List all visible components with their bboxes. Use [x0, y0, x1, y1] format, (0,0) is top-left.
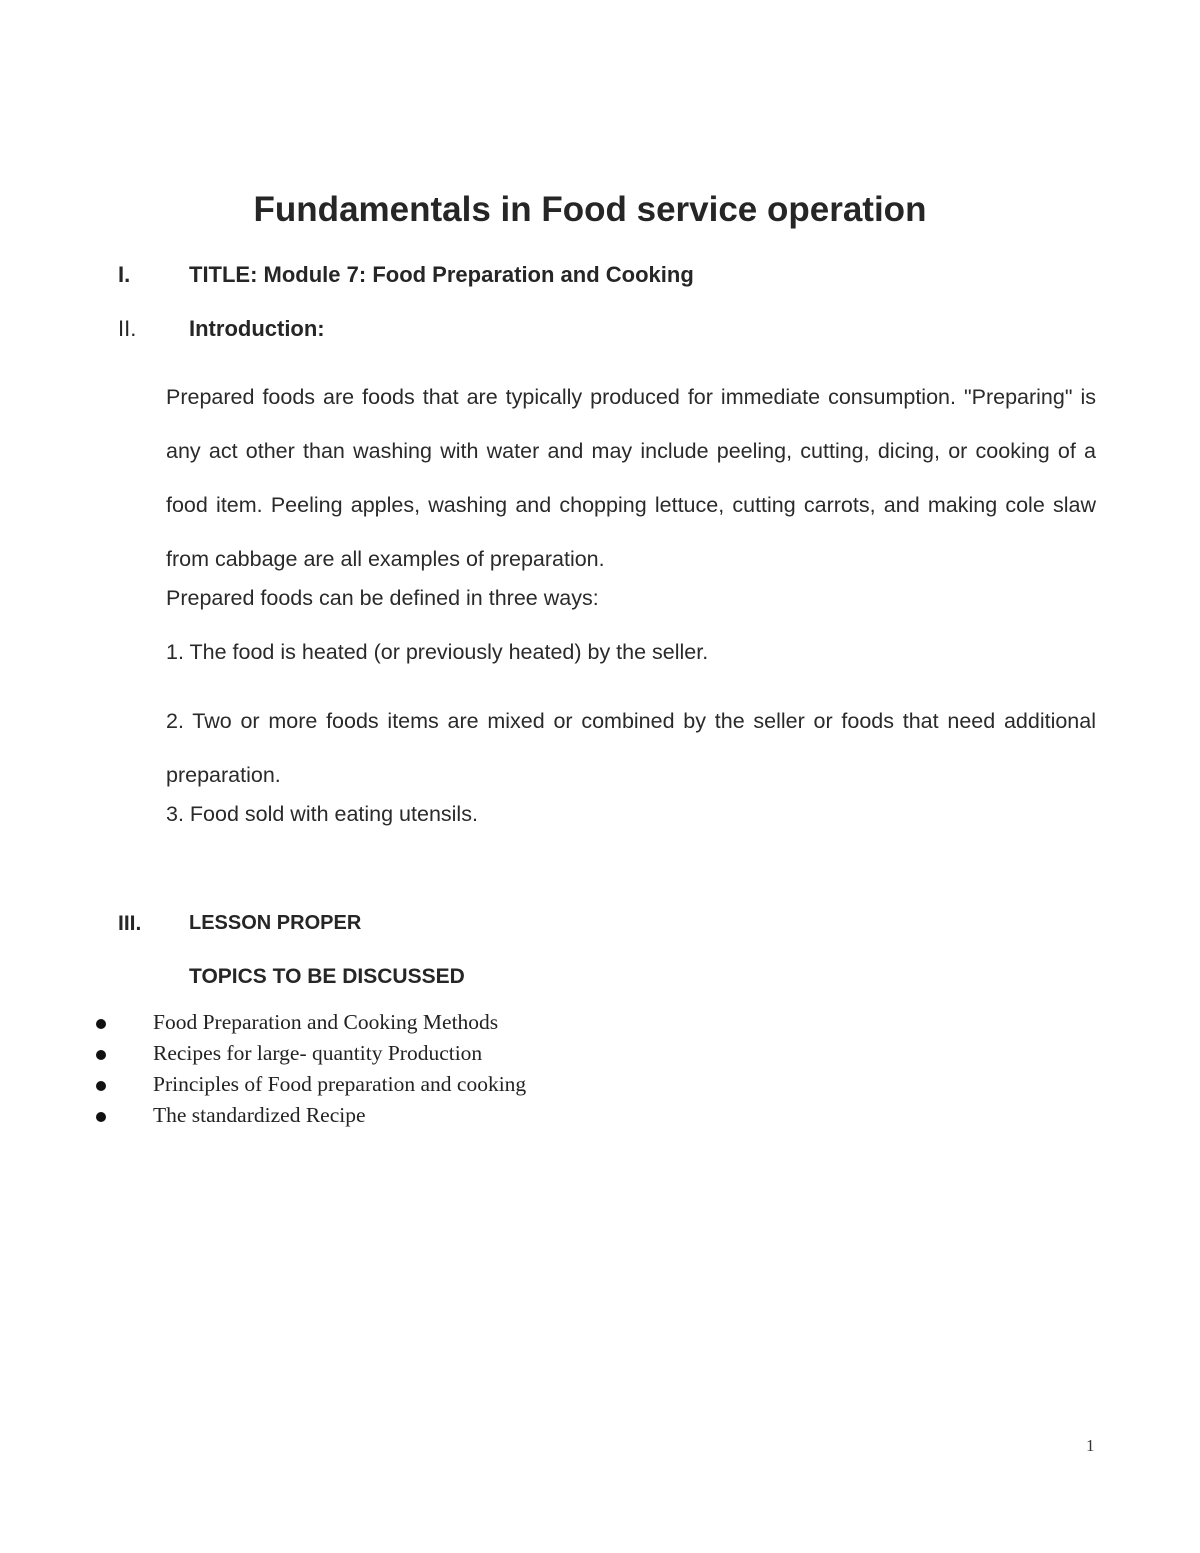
way-item: 1. The food is heated (or previously heated) by the seller.	[166, 640, 709, 664]
bullet-icon	[96, 1112, 106, 1122]
topics-heading: TOPICS TO BE DISCUSSED	[189, 965, 465, 988]
section-number: II.	[118, 316, 137, 341]
ways-intro: Prepared foods can be defined in three ways:	[166, 586, 599, 610]
section-label: LESSON PROPER	[189, 912, 362, 934]
topic-text: Recipes for large- quantity Production	[153, 1041, 483, 1065]
topic-text: Food Preparation and Cooking Methods	[153, 1010, 499, 1034]
section-number: I.	[118, 262, 131, 287]
bullet-icon	[96, 1019, 106, 1029]
section-number: III.	[118, 912, 142, 935]
way-item: 3. Food sold with eating utensils.	[166, 802, 478, 826]
introduction-paragraph: Prepared foods are foods that are typically produced for immediate consumption. "Preparing" is any act other than washing with water and may include peeling, cutting, dicing, or cooking of a food item. Peeling apples, washing and chopping lettuce, cutting carrots, and making cole slaw from cabbage are all examples of preparation.	[166, 385, 1096, 571]
topic-text: Principles of Food preparation and cooking	[153, 1072, 527, 1096]
way-item: 2. Two or more foods items are mixed or combined by the seller or foods that need additional preparation.	[166, 709, 1096, 787]
bullet-icon	[96, 1050, 106, 1060]
bullet-icon	[96, 1081, 106, 1091]
section-label: TITLE: Module 7: Food Preparation and Cooking	[189, 262, 694, 287]
topic-text: The standardized Recipe	[153, 1103, 366, 1127]
page-number: 1	[1086, 1436, 1095, 1455]
document-title: Fundamentals in Food service operation	[253, 190, 927, 229]
section-label: Introduction:	[189, 316, 325, 341]
